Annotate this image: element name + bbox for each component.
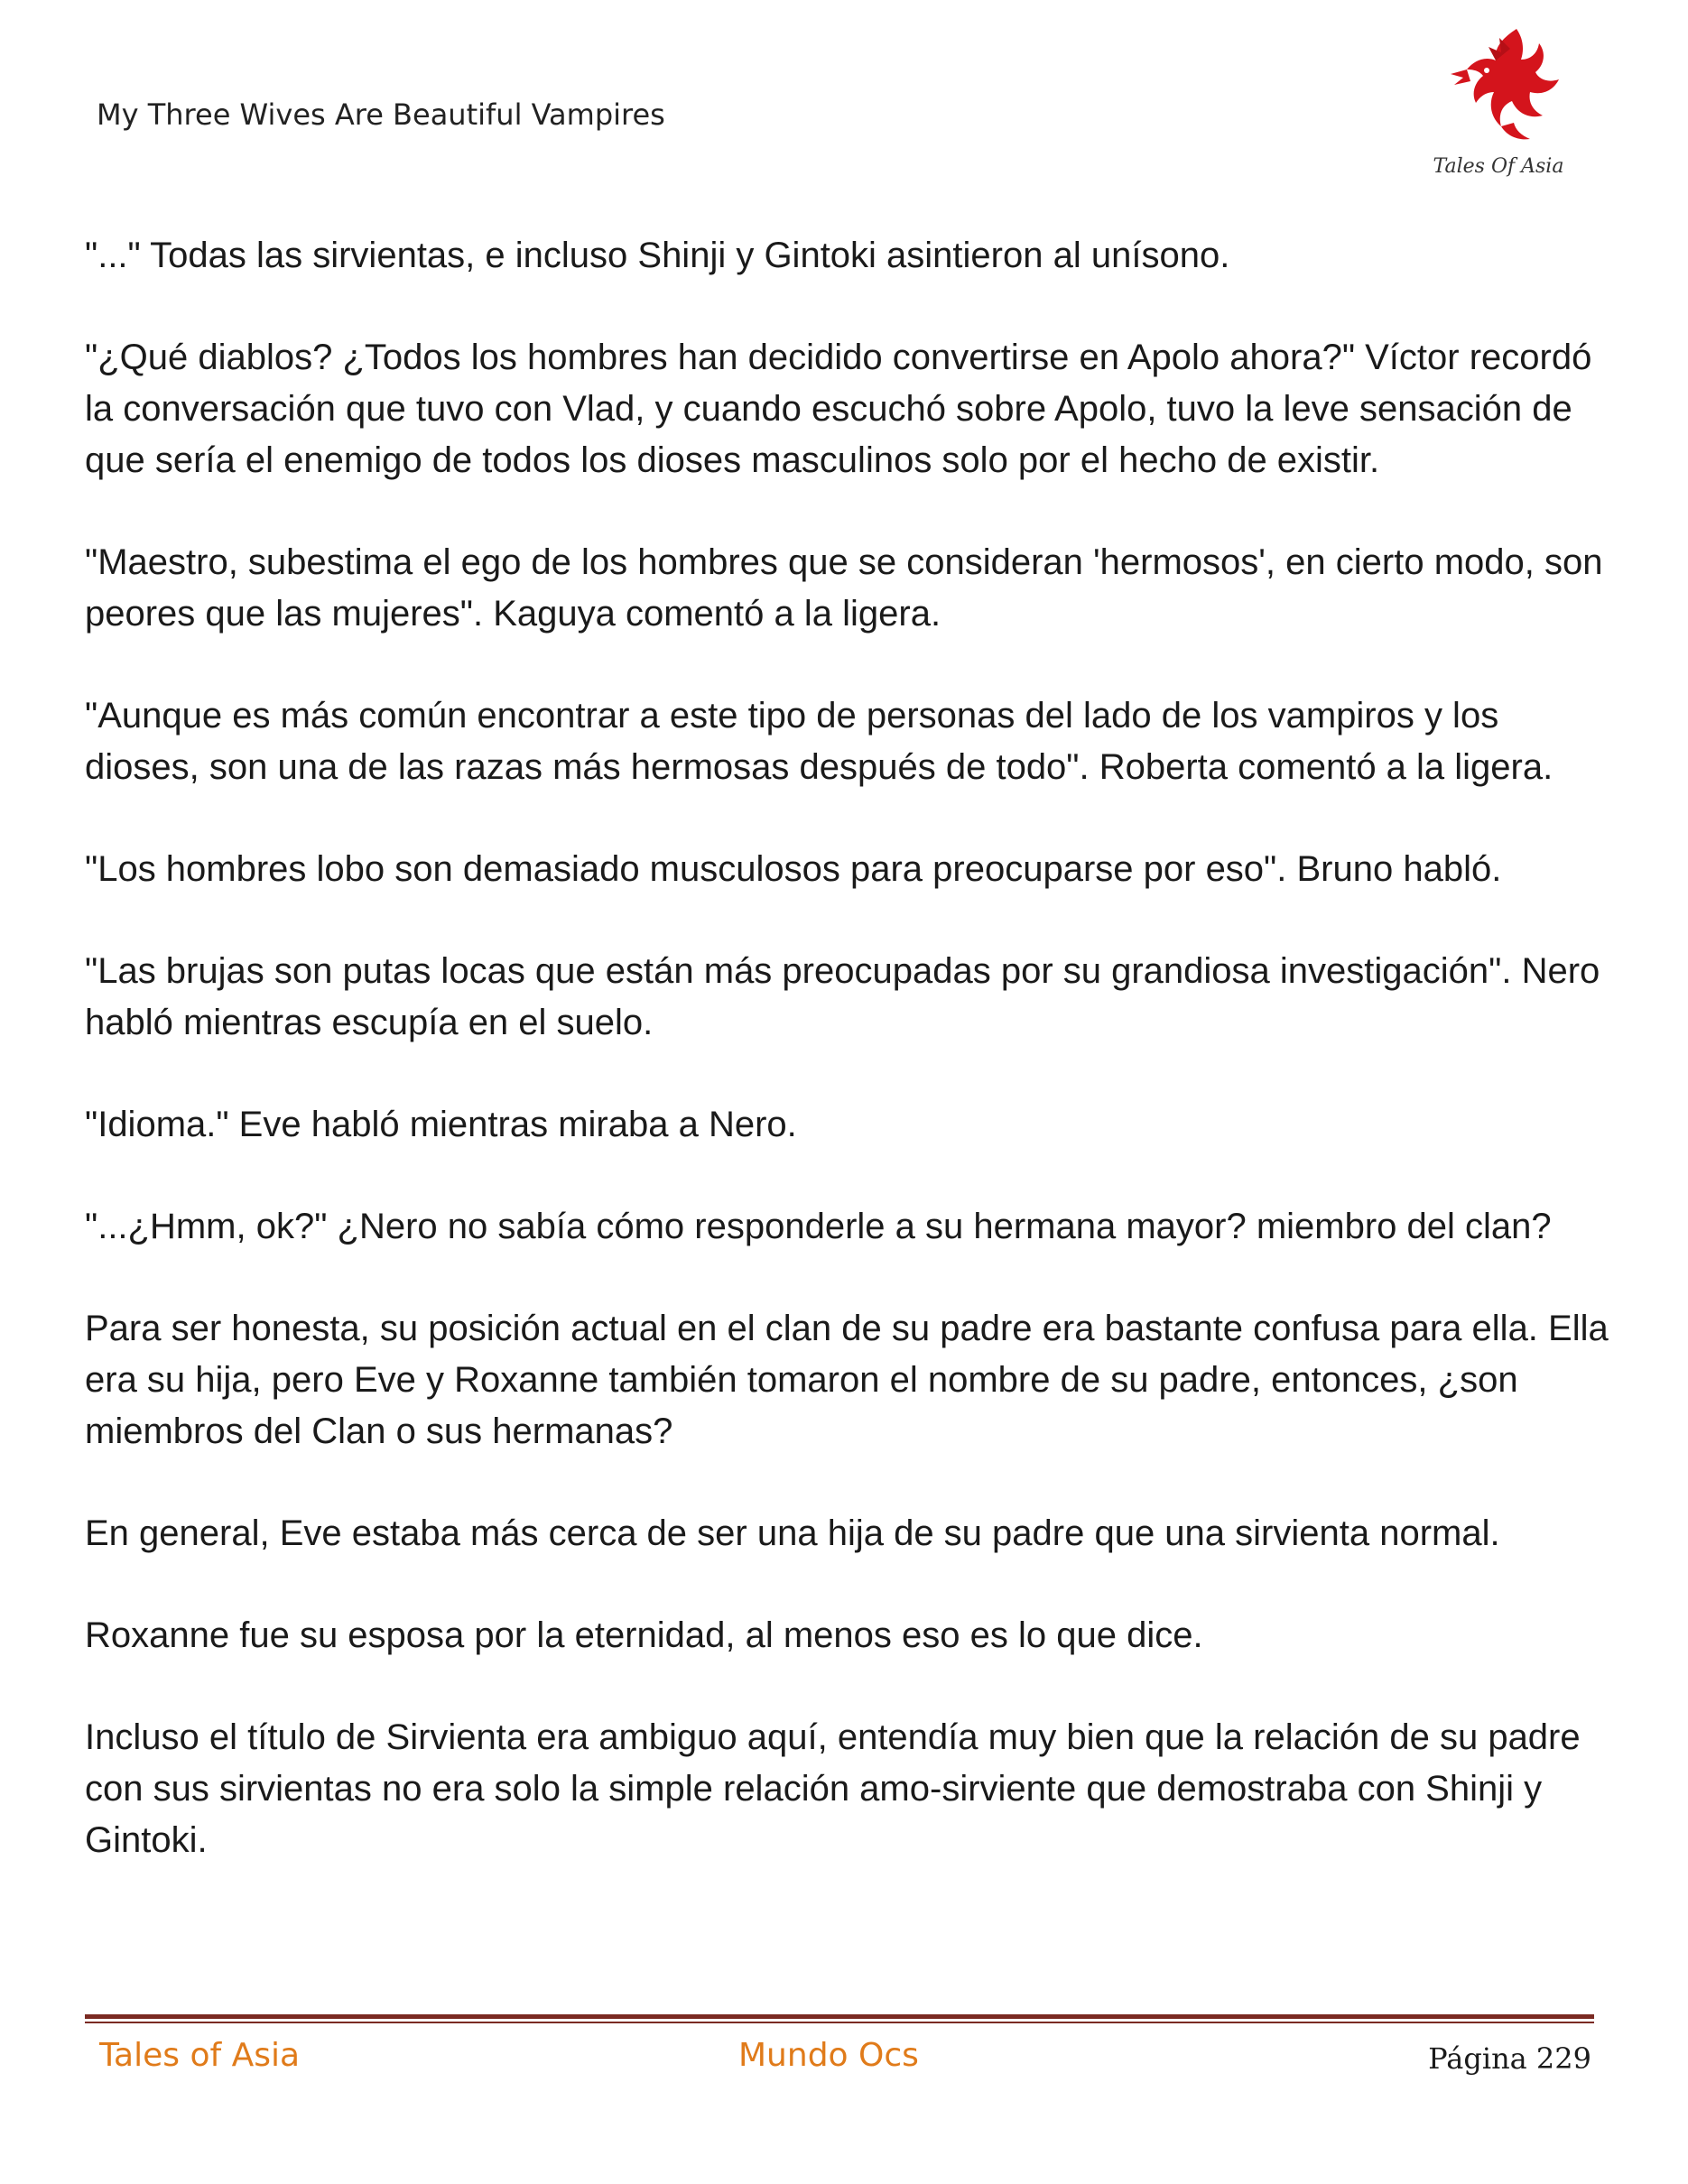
red-dragon-icon xyxy=(1431,20,1566,155)
paragraph: "¿Qué diablos? ¿Todos los hombres han decidido convertirse en Apolo ahora?" Víctor recordó la conversación que tuvo con Vlad, y cuando escuchó sobre Apolo, tuvo la leve sensación de que sería el enemigo de todos los dioses masculinos solo por el hecho de existir. xyxy=(85,338,1592,480)
tales-of-asia-logo xyxy=(1431,20,1566,182)
paragraph: Para ser honesta, su posición actual en el clan de su padre era bastante confusa para ella. Ella era su hija, pero Eve y Roxanne también tomaron el nombre de su padre, entonces, ¿son miembros del Clan o sus hermanas? xyxy=(85,1309,1609,1451)
page-number: Página 229 xyxy=(1428,2041,1591,2076)
paragraph: En general, Eve estaba más cerca de ser una hija de su padre que una sirvienta normal. xyxy=(85,1513,1500,1553)
footer-divider xyxy=(85,2014,1594,2025)
paragraph: "Aunque es más común encontrar a este tipo de personas del lado de los vampiros y los dioses, son una de las razas más hermosas después de todo". Roberta comentó a la ligera. xyxy=(85,696,1554,787)
paragraph: "Idioma." Eve habló mientras miraba a Nero. xyxy=(85,1105,797,1144)
paragraph: "Maestro, subestima el ego de los hombres que se consideran 'hermosos', en cierto modo, son peores que las mujeres". Kaguya comentó a la ligera. xyxy=(85,542,1603,634)
paragraph: "Los hombres lobo son demasiado musculosos para preocuparse por eso". Bruno habló. xyxy=(85,849,1502,889)
footer-publisher: Tales of Asia xyxy=(99,2037,301,2074)
footer-group: Mundo Ocs xyxy=(738,2037,919,2074)
paragraph: "Las brujas son putas locas que están más preocupadas por su grandiosa investigación". Nero habló mientras escupía en el suelo. xyxy=(85,951,1600,1042)
document-body xyxy=(85,230,1619,1917)
paragraph: "...¿Hmm, ok?" ¿Nero no sabía cómo responderle a su hermana mayor? miembro del clan? xyxy=(85,1207,1552,1246)
paragraph: Incluso el título de Sirvienta era ambiguo aquí, entendía muy bien que la relación de su padre con sus sirvientas no era solo la simple relación amo-sirviente que demostraba con Shinji y Gintoki. xyxy=(85,1717,1581,1860)
paragraph: "..." Todas las sirvientas, e incluso Shinji y Gintoki asintieron al unísono. xyxy=(85,236,1230,275)
logo-caption: Tales Of Asia xyxy=(1433,155,1564,178)
document-header-title: My Three Wives Are Beautiful Vampires xyxy=(97,97,665,132)
paragraph: Roxanne fue su esposa por la eternidad, al menos eso es lo que dice. xyxy=(85,1615,1203,1655)
